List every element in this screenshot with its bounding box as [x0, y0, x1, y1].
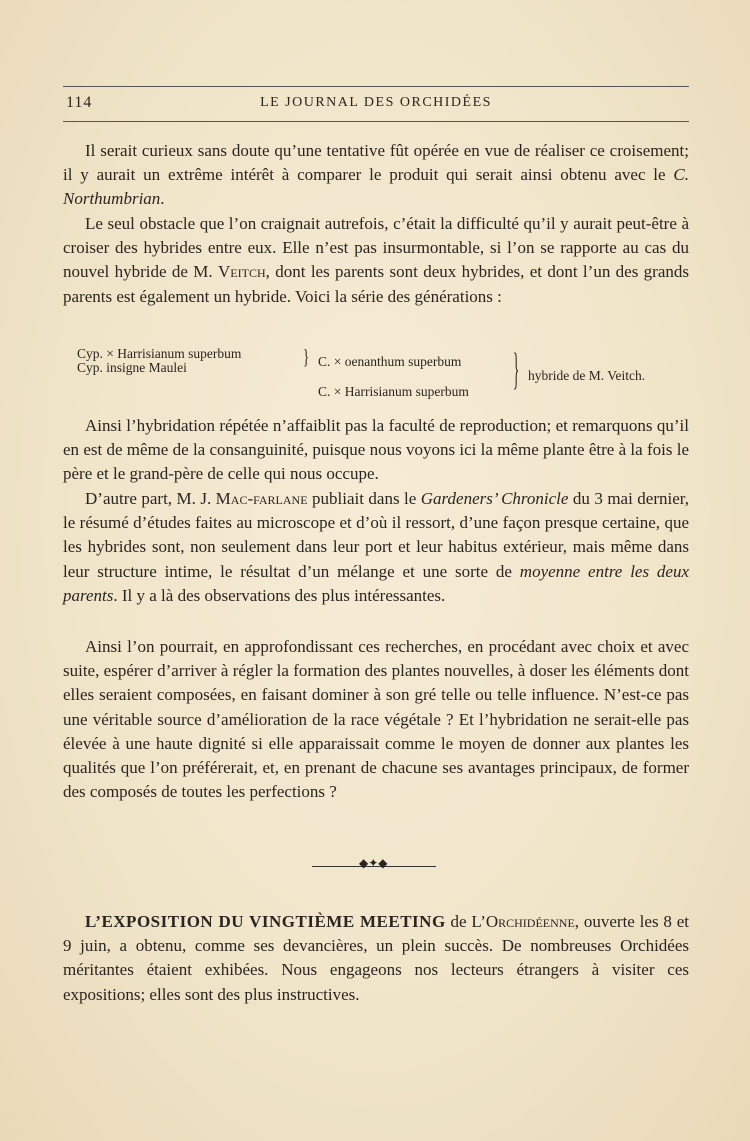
brace-1: } [303, 344, 310, 369]
section-heading: L’EXPOSITION DU VINGTIÈME MEETING [85, 912, 446, 931]
publication-name: Gardeners’ Chronicle [420, 489, 569, 508]
plant-name: C. Northumbrian [63, 165, 689, 209]
generation-parent-2: Cyp. insigne Maulei [77, 360, 187, 375]
paragraph-2: Le seul obstacle que l’on craignait autrefois, c’était la difficulté qu’il y aurait peut-être à croiser des hybrides entre eux. Elle n’est pas insurmontable, si l’on se rapporte au cas du nouvel hybride de M. Veitch, dont les parents sont deux hybrides, et dont l’un des grands parents est également un hybride. Voici la série des générations : [63, 214, 690, 306]
italic-phrase: moyenne entre les deux parents [63, 561, 690, 605]
brace-2: } [513, 342, 520, 394]
running-header [63, 86, 689, 122]
journal-title: LE JOURNAL DES ORCHIDÉES [260, 95, 492, 110]
generation-parent-1: Cyp. × Harrisianum superbum [77, 346, 242, 361]
society-name: L’Orchidéenne [471, 912, 575, 931]
generation-middle-2: C. × Harrisianum superbum [318, 384, 469, 399]
person-name: Veitch [218, 262, 266, 282]
paragraph-5: Ainsi l’on pourrait, en approfondissant ces recherches, en procédant avec choix et avec suite, espérer d’arriver à régler la formation des plantes nouvelles, à doser les éléments dont elles seraient composées, en faisant dominer à son gré telle ou telle influence. N’est-ce pas une véritable source d’amélioration de la race végétale ? Et l’hybridation ne serait-elle pas élevée à une haute dignité si elle apparaissait comme le moyen de donner aux plantes les qualités que l’on préférerait, et, en prenant de chacune ses avantages principaux, de former des composés de toutes les perfections ? [63, 637, 689, 802]
paragraph-6: L’EXPOSITION DU VINGTIÈME MEETING de L’Orchidéenne, ouverte les 8 et 9 juin, a obtenu, comme ses devancières, un plein succès. De nombreuses Orchidées méritantes étaient exhibées. Nous engageons nos lecteurs étrangers à visiter ces expositions; elles sont des plus instructives. [63, 912, 689, 1004]
page-number: 114 [66, 94, 93, 111]
section-separator [312, 856, 436, 870]
generation-result: hybride de M. Veitch. [528, 368, 646, 383]
paragraph-3: Ainsi l’hybridation répétée n’affaiblit pas la faculté de reproduction; et remarquons qu’il en est de même de la consanguinité, puisque nous voyons ici la même plante être à la fois le père et le grand-père de celle qui nous occupe. [63, 416, 689, 484]
paragraph-4: D’autre part, M. J. Mac-farlane publiait dans le Gardeners’ Chronicle du 3 mai dernier, le résumé d’études faites au microscope et d’où il ressort, d’une façon presque certaine, que les hybrides sont, non seulement dans leur port et leur habitus extérieur, mais même dans leur structure intime, le résultat d’un mélange et une sorte de moyenne entre les deux parents. Il y a là des observations des plus intéressantes. [63, 489, 690, 605]
person-name: Mac-farlane [215, 489, 308, 508]
ornament-icon: ◆✦◆ [359, 856, 388, 870]
paragraph-1: Il serait curieux sans doute qu’une tentative fût opérée en vue de réaliser ce croisement; il y aurait un extrême intérêt à comparer le produit qui serait ainsi obtenu avec le C. Northumbrian. [63, 141, 689, 209]
generation-middle-1: C. × oenanthum superbum [318, 354, 462, 369]
